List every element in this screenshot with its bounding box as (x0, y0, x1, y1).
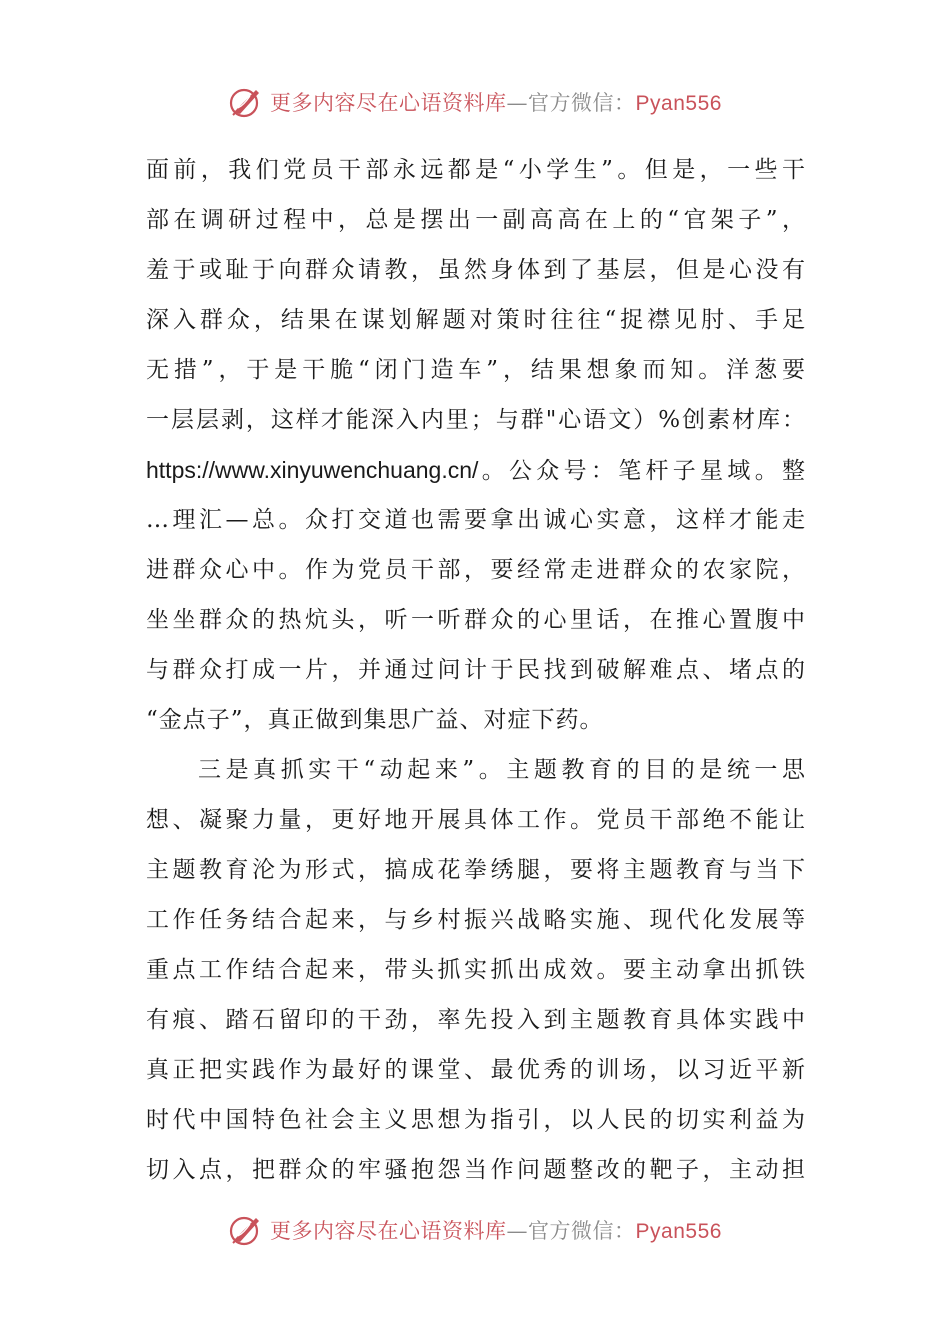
text-line: 时代中国特色社会主义思想为指引，以人民的切实利益为 (146, 1107, 806, 1133)
text-line: …理汇—总。众打交道也需要拿出诚心实意，这样才能走 (146, 507, 806, 533)
text-line: 想、凝聚力量，更好地开展具体工作。党员干部绝不能让 (146, 807, 806, 833)
text-line: 部在调研过程中，总是摆出一副高高在上的“官架子”， (146, 207, 806, 233)
document-body (146, 145, 806, 1195)
text-line: 重点工作结合起来，带头抓实抓出成效。要主动拿出抓铁 (146, 957, 806, 983)
banner-separator: —官方微信： (506, 1219, 636, 1243)
text-line: 切入点，把群众的牢骚抱怨当作问题整改的靶子，主动担 (146, 1157, 806, 1183)
paragraph-start-line: 三是真抓实干“动起来”。主题教育的目的是统一思 (198, 757, 806, 783)
text-line: 主题教育沦为形式，搞成花拳绣腿，要将主题教育与当下 (146, 857, 806, 883)
text-line: 有痕、踏石留印的干劲，率先投入到主题教育具体实践中 (146, 1007, 806, 1033)
text-line: 坐坐群众的热炕头，听一听群众的心里话，在推心置腹中 (146, 607, 806, 633)
banner-title: 更多内容尽在心语资料库 (270, 91, 507, 115)
text-line-url (146, 445, 806, 495)
text-line: 羞于或耻于向群众请教，虽然身体到了基层，但是心没有 (146, 257, 806, 283)
wechat-handle: Pyan556 (635, 1220, 722, 1243)
text-line: “金点子”，真正做到集思广益、对症下药。 (146, 707, 604, 733)
text-line-tail: 。公众号：笔杆子星域。整 (478, 458, 806, 484)
text-line: 工作任务结合起来，与乡村振兴战略实施、现代化发展等 (146, 907, 806, 933)
text-line: 真正把实践作为最好的课堂、最优秀的训场，以习近平新 (146, 1057, 806, 1083)
source-url-link[interactable]: https://www.xinyuwenchuang.cn/ (146, 457, 479, 483)
header-banner (0, 80, 950, 124)
text-line: 深入群众，结果在谋划解题对策时往往“捉襟见肘、手足 (146, 307, 806, 333)
text-line: 面前，我们党员干部永远都是“小学生”。但是，一些干 (146, 157, 806, 183)
text-line: 无措”，于是干脆“闭门造车”，结果想象而知。洋葱要 (146, 357, 806, 383)
quill-logo-icon (228, 1212, 264, 1248)
banner-separator: —官方微信： (506, 91, 636, 115)
wechat-handle: Pyan556 (635, 92, 722, 115)
footer-banner (0, 1208, 950, 1252)
text-line: 一层层剥，这样才能深入内里；与群"心语文）%创素材库： (146, 407, 806, 433)
banner-title: 更多内容尽在心语资料库 (270, 1219, 507, 1243)
text-line: 与群众打成一片，并通过问计于民找到破解难点、堵点的 (146, 657, 806, 683)
text-line: 进群众心中。作为党员干部，要经常走进群众的农家院， (146, 557, 806, 583)
quill-logo-icon (228, 84, 264, 120)
